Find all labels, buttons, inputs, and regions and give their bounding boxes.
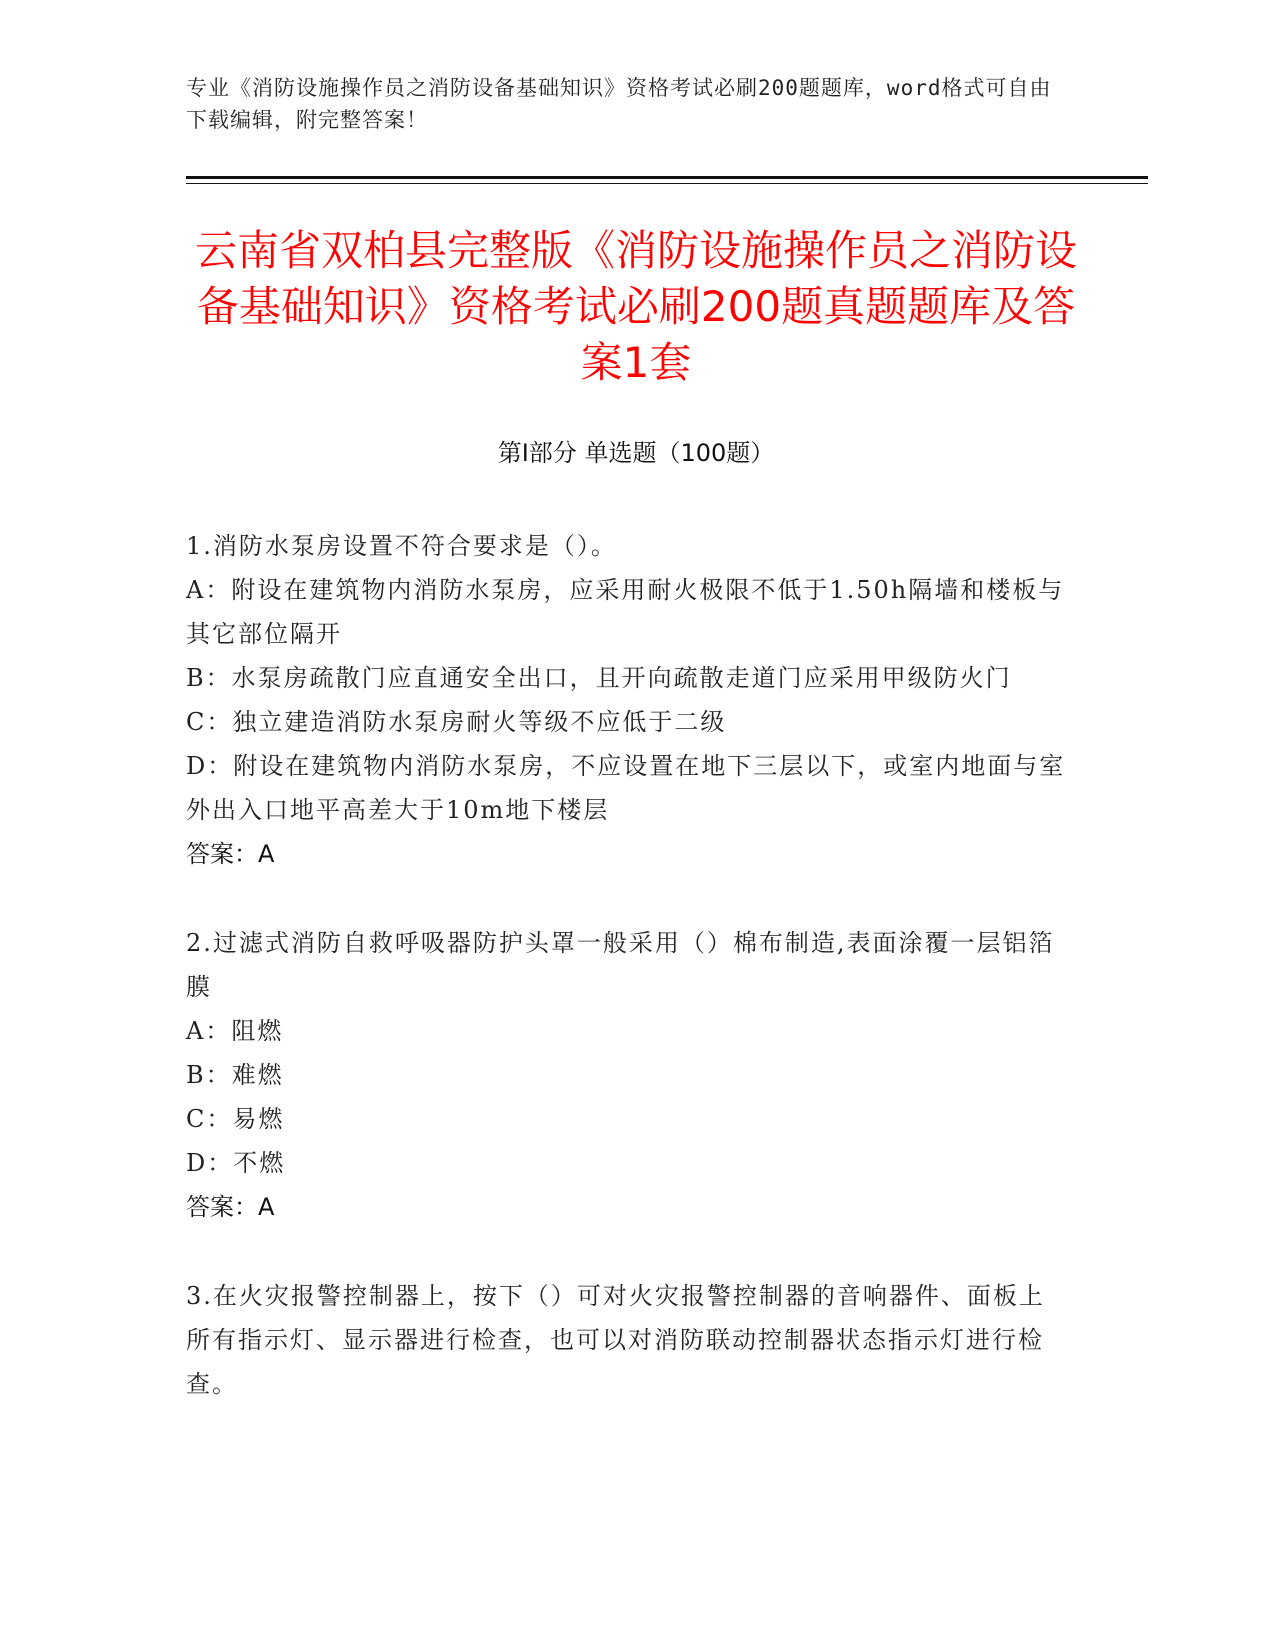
answer-line: 答案：A	[186, 1193, 275, 1221]
header-note: 专业《消防设施操作员之消防设备基础知识》资格考试必刷200题题库，word格式可自由下载编辑，附完整答案！	[186, 76, 1052, 132]
question-1	[186, 524, 1066, 876]
question-stem: 1.消防水泵房设置不符合要求是（）。	[186, 532, 617, 560]
document-title: 云南省双柏县完整版《消防设施操作员之消防设备基础知识》资格考试必刷200题真题题库及答案1套	[194, 226, 1077, 387]
question-2	[186, 921, 1066, 1229]
option-a: A：附设在建筑物内消防水泵房，应采用耐火极限不低于1.50h隔墙和楼板与其它部位隔开	[186, 576, 1065, 648]
option-b: B：难燃	[186, 1061, 284, 1089]
option-c: C：易燃	[186, 1105, 285, 1133]
option-c: C：独立建造消防水泵房耐火等级不应低于二级	[186, 708, 727, 736]
question-3	[186, 1274, 1066, 1406]
option-d: D：不燃	[186, 1149, 286, 1177]
answer-line: 答案：A	[186, 840, 275, 868]
question-stem: 2.过滤式消防自救呼吸器防护头罩一般采用（）棉布制造,表面涂覆一层铝箔膜	[186, 929, 1055, 1001]
header-rule-thin	[186, 183, 1148, 184]
header-rule-thick	[186, 176, 1148, 179]
question-stem: 3.在火灾报警控制器上，按下（）可对火灾报警控制器的音响器件、面板上所有指示灯、显示器进行检查，也可以对消防联动控制器状态指示灯进行检查。	[186, 1282, 1045, 1398]
section-heading: 第I部分 单选题（100题）	[497, 439, 775, 467]
option-b: B：水泵房疏散门应直通安全出口，且开向疏散走道门应采用甲级防火门	[186, 664, 1012, 692]
question-list	[186, 524, 1066, 1451]
option-d: D：附设在建筑物内消防水泵房，不应设置在地下三层以下，或室内地面与室外出入口地平高差大于10m地下楼层	[186, 752, 1066, 824]
option-a: A：阻燃	[186, 1017, 284, 1045]
